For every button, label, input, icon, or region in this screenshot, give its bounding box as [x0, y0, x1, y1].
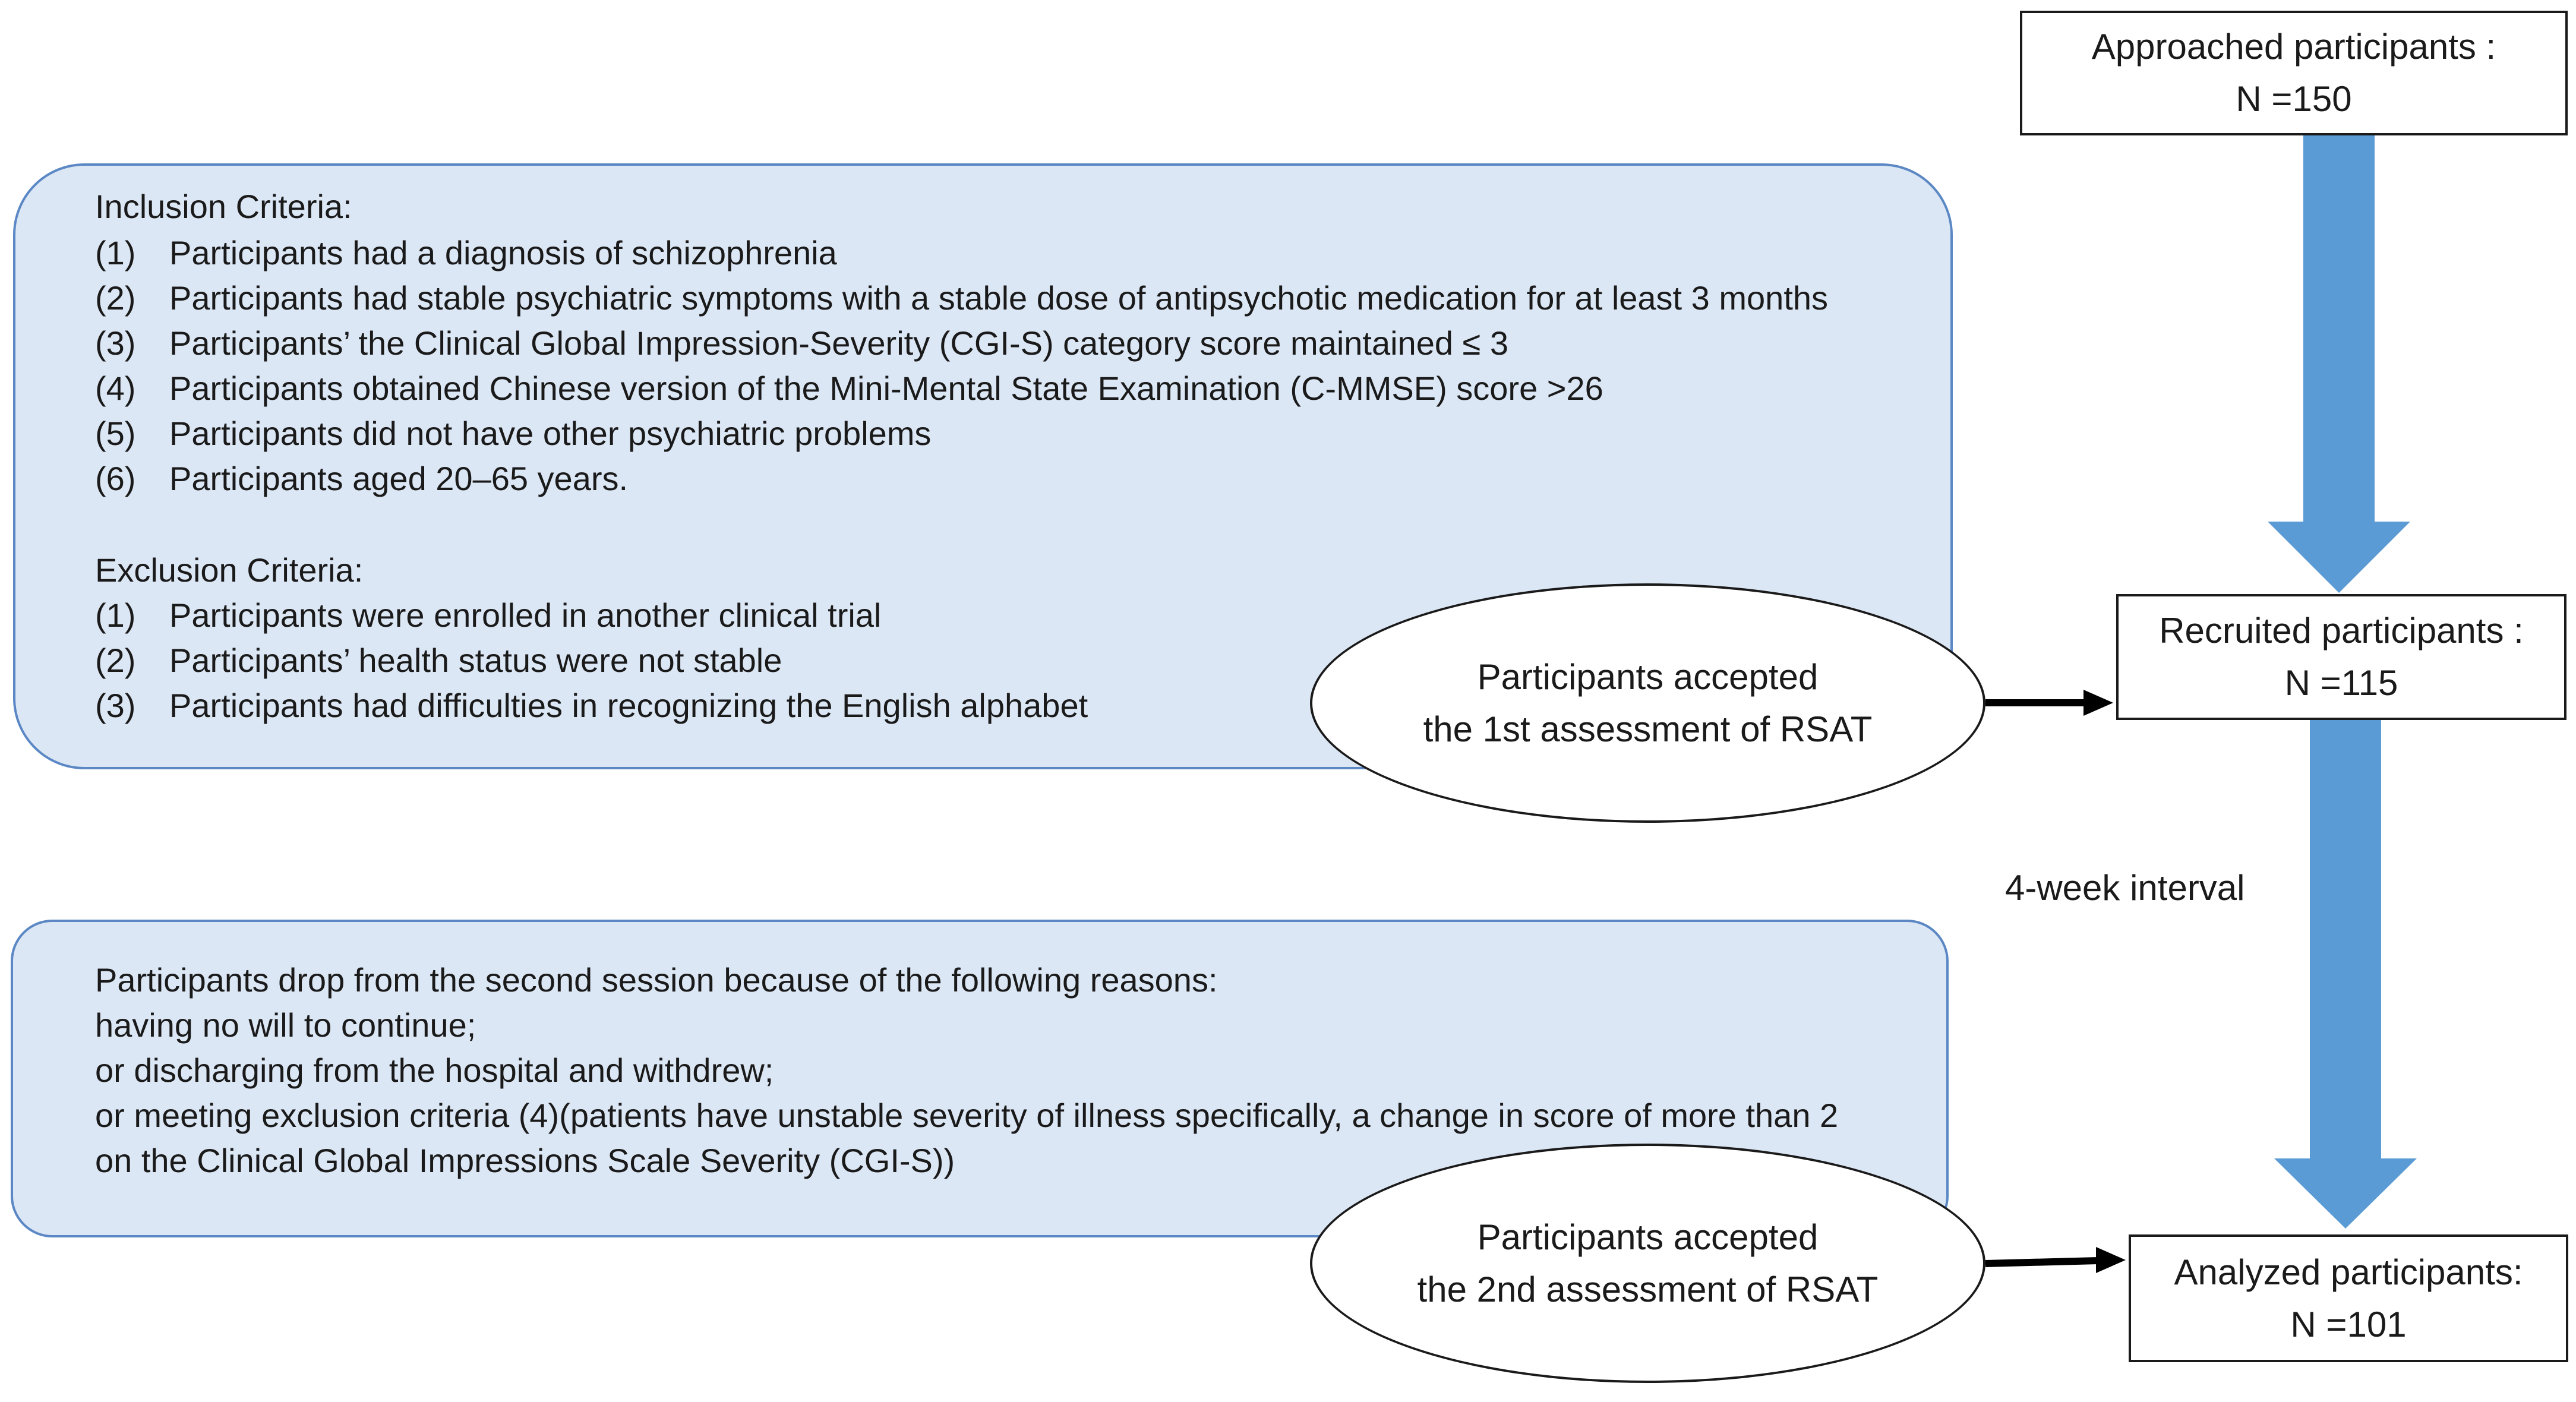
approached-value: N =150: [2236, 79, 2352, 119]
approached-label: Approached participants :: [2091, 27, 2496, 67]
inclusion-item-text: Participants aged 20–65 years.: [169, 460, 629, 497]
assessment-2-ellipse: [1310, 1144, 1985, 1383]
inclusion-item-text: Participants’ the Clinical Global Impression-Severity (CGI-S) category score maintained ≤ 3: [169, 324, 1508, 362]
recruited-value: N =115: [2284, 663, 2398, 703]
assessment-1-line-2: the 1st assessment of RSAT: [1423, 709, 1873, 749]
inclusion-item-text: Participants obtained Chinese version of the Mini-Mental State Examination (C-MMSE) score >26: [169, 370, 1603, 407]
arrow-assessment2-to-analyzed: [1985, 1261, 2098, 1264]
inclusion-item-number: (3): [95, 324, 136, 362]
analyzed-label: Analyzed participants:: [2174, 1252, 2523, 1292]
dropout-line: or discharging from the hospital and withdrew;: [95, 1052, 774, 1089]
exclusion-item-text: Participants were enrolled in another clinical trial: [169, 596, 882, 634]
assessment-2-line-2: the 2nd assessment of RSAT: [1417, 1269, 1879, 1309]
inclusion-item-text: Participants had stable psychiatric symptoms with a stable dose of antipsychotic medication for at least 3 months: [169, 279, 1829, 317]
assessment-1-line-1: Participants accepted: [1477, 656, 1819, 697]
exclusion-item-number: (1): [95, 596, 136, 634]
exclusion-item-number: (3): [95, 687, 136, 724]
arrow-approached-to-recruited: [2268, 135, 2410, 593]
inclusion-item-text: Participants did not have other psychiatric problems: [169, 415, 932, 452]
inclusion-item-text: Participants had a diagnosis of schizophrenia: [169, 234, 837, 271]
exclusion-heading: Exclusion Criteria:: [95, 551, 364, 589]
arrow-assessment1-head: [2083, 690, 2113, 716]
assessment-1-ellipse: [1310, 583, 1985, 823]
exclusion-item-text: Participants had difficulties in recognizing the English alphabet: [169, 687, 1088, 724]
analyzed-value: N =101: [2290, 1304, 2407, 1344]
inclusion-item-number: (2): [95, 279, 136, 317]
inclusion-item-number: (5): [95, 415, 136, 452]
arrow-recruited-to-analyzed: [2274, 720, 2417, 1229]
inclusion-item-number: (6): [95, 460, 136, 497]
recruited-label: Recruited participants :: [2159, 611, 2524, 651]
assessment-2-line-1: Participants accepted: [1477, 1217, 1819, 1257]
arrow-assessment2-head: [2096, 1247, 2126, 1273]
exclusion-item-text: Participants’ health status were not stable: [169, 642, 782, 679]
approached-participants-box: [2020, 11, 2568, 135]
inclusion-item-number: (1): [95, 234, 136, 271]
dropout-line: or meeting exclusion criteria (4)(patients have unstable severity of illness specifically, a change in score of more than 2: [95, 1097, 1839, 1134]
recruited-participants-box: [2116, 594, 2566, 720]
exclusion-item-number: (2): [95, 642, 136, 679]
analyzed-participants-box: [2129, 1234, 2568, 1362]
interval-label: 4-week interval: [2005, 868, 2245, 908]
dropout-line: Participants drop from the second session because of the following reasons:: [95, 961, 1218, 999]
dropout-line: having no will to continue;: [95, 1006, 476, 1044]
dropout-line: on the Clinical Global Impressions Scale Severity (CGI-S)): [95, 1142, 955, 1179]
inclusion-heading: Inclusion Criteria:: [95, 188, 352, 225]
inclusion-item-number: (4): [95, 370, 136, 407]
